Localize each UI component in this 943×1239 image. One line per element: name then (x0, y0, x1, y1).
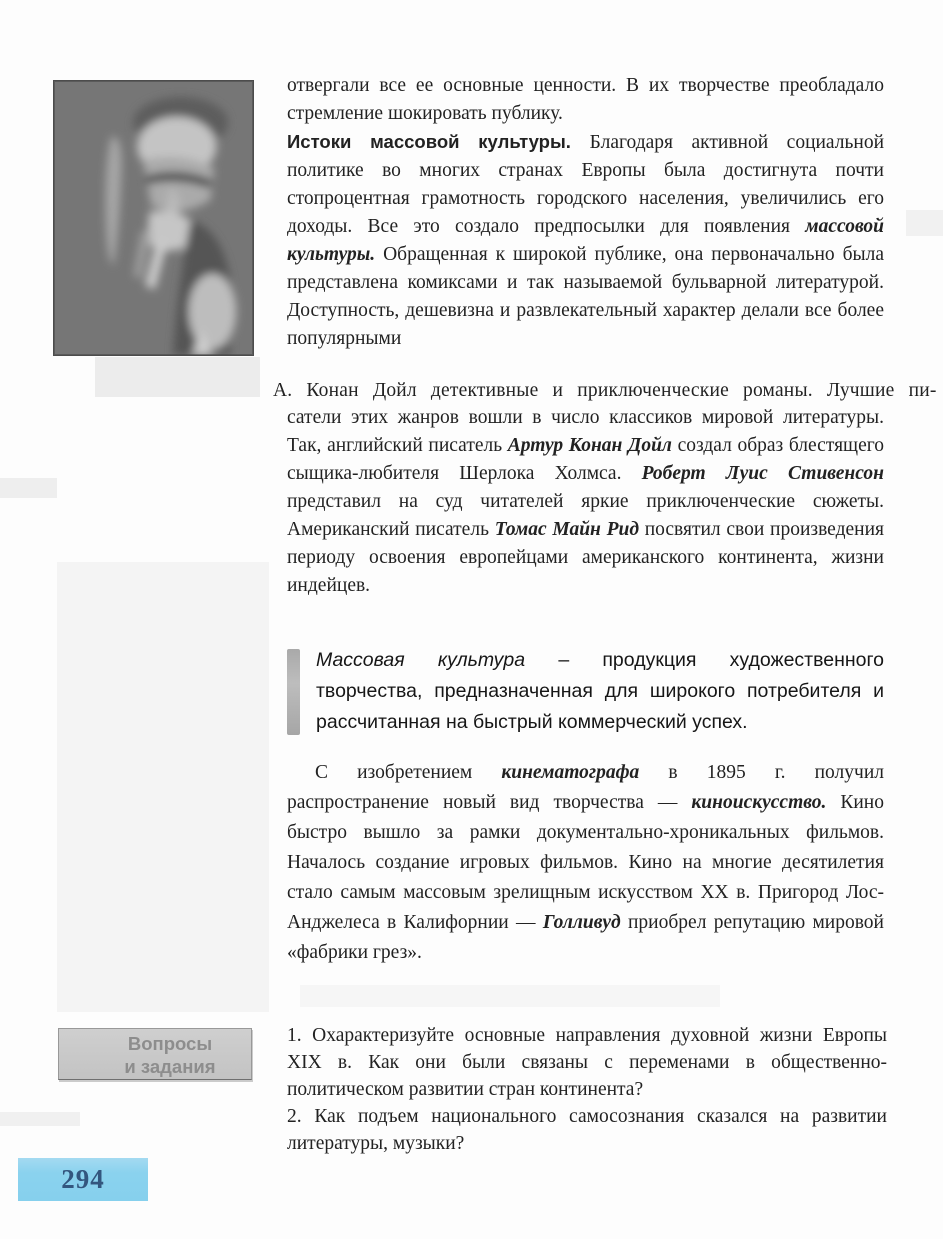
main-text-writers (287, 404, 884, 600)
text-segment: сатели этих жанров вошли в число классиков мировой литературы. Так, английский писатель (287, 407, 884, 456)
paragraph-modernism: отвергали все ее основные ценности. В их творчестве преобладало стремление шокировать публику. (287, 75, 884, 124)
definition-text (316, 645, 884, 738)
text-segment: массовой культуры. (287, 216, 884, 265)
definition-box (287, 645, 884, 738)
paragraph-writers (287, 404, 884, 600)
definition-bar-icon (287, 649, 300, 735)
text-segment: Обращенная к широкой публике, она первоначально была представлена комиксами и так называемой бульварной литературой. Доступность, дешевизна и развлекательный характер делали все более популярными (287, 244, 884, 349)
text-segment: Кино быстро вышло за рамки документально-хроникальных фильмов. Началось создание игровых фильмов. Кино на многие десятилетия стало самым массовым зрелищным искусством XX в. Пригород Лос-Анджелеса в Калифорнии — (287, 792, 884, 933)
text-segment: А. Конан Дойл (273, 380, 417, 401)
photo-caption-line (273, 377, 943, 405)
text-segment: представил на суд читателей яркие приключенческие сюжеты. Американский писатель (287, 491, 884, 540)
page-number-badge (18, 1158, 148, 1201)
text-segment: в 1895 г. получил распространение новый вид творчества — (287, 762, 884, 813)
main-text-cinema (287, 758, 884, 968)
scan-artifact (906, 210, 943, 236)
portrait-photo (53, 80, 254, 356)
portrait-illustration (54, 81, 253, 355)
questions-label-line2: и задания (124, 1056, 216, 1077)
paragraph-cinema (287, 758, 884, 968)
scan-artifact (0, 1112, 80, 1126)
questions-label-line1: Вопросы (127, 1033, 213, 1054)
text-segment: С изобретением (315, 762, 502, 783)
text-segment: – продукция художественного творчества, предназначенная для широкого потребителя и рассчитанная на быстрый коммерческий успех. (316, 649, 885, 733)
question-2: 2. Как подъем национального самосознания сказался на развитии литературы, музыки? (287, 1106, 887, 1154)
questions-section (287, 1022, 887, 1157)
text-segment: Массовая культура (316, 649, 526, 671)
scan-artifact (300, 985, 720, 1007)
page-number: 294 (61, 1164, 105, 1194)
text-segment: киноискусство. (691, 792, 827, 813)
text-segment: Томас Майн Рид (494, 519, 640, 540)
text-segment: посвятил свои произведения периоду освоения европейцами американского континента, жизни индейцев. (287, 519, 884, 596)
scan-artifact (0, 478, 57, 498)
question-1: 1. Охарактеризуйте основные направления духовной жизни Европы XIX в. Как они были связаны с переменами в общественно-политическом развитии стран континента? (287, 1025, 887, 1100)
text-segment: Роберт Луис Стивенсон (641, 463, 884, 484)
text-segment: создал образ блестящего сыщика-любителя Шерлока Холмса. (287, 435, 884, 484)
text-segment: детективные и приключенческие романы. Лучшие пи- (416, 380, 937, 401)
text-segment: Голливуд (542, 912, 621, 933)
text-segment: приобрел репутацию мировой «фабрики грез». (287, 912, 884, 963)
text-segment: Благодаря активной социальной политике во многих странах Европы была достигнута почти стопроцентная грамотность городского населения, увеличились его доходы. Все это создало предпосылки для появления (287, 132, 885, 237)
scan-artifact (95, 357, 260, 397)
text-segment: Истоки массовой культуры. (287, 131, 590, 152)
scan-artifact (57, 562, 269, 1012)
questions-label-box (58, 1028, 252, 1080)
main-text-upper (287, 72, 884, 353)
text-segment: кинематографа (501, 762, 640, 783)
text-segment: Артур Конан Дойл (507, 435, 672, 456)
paragraph-mass-culture-origins (287, 128, 884, 353)
